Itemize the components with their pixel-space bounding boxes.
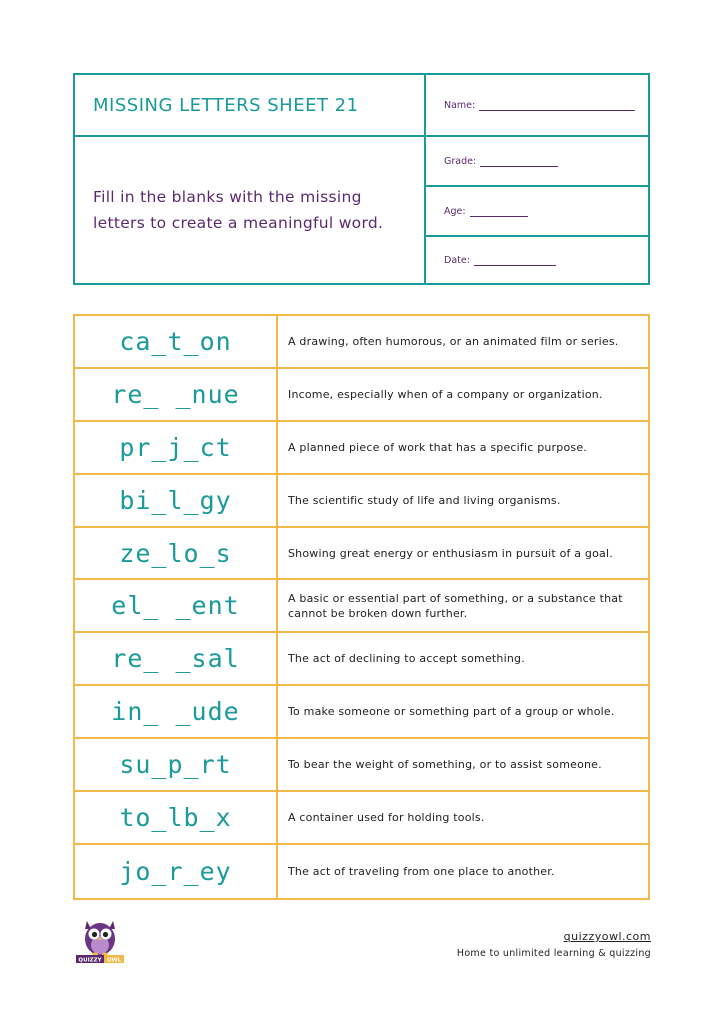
missing-letters-word[interactable]: ze_lo_s: [75, 528, 278, 579]
date-label: Date:: [444, 254, 470, 266]
word-definition: The act of declining to accept something.: [288, 652, 525, 666]
missing-letters-word[interactable]: re_ _sal: [75, 633, 278, 684]
grade-label: Grade:: [444, 155, 477, 167]
missing-letters-word[interactable]: jo_r_ey: [75, 845, 278, 898]
table-row: [75, 845, 648, 898]
logo-text-left: QUIZZY: [78, 957, 102, 964]
table-row: [75, 686, 648, 739]
header-left: [75, 75, 426, 283]
word-definition: Income, especially when of a company or organization.: [288, 387, 603, 401]
sheet-title: MISSING LETTERS SHEET 21: [75, 75, 424, 137]
table-row: [75, 422, 648, 475]
word-table: [73, 314, 650, 900]
missing-letters-word[interactable]: in_ _ude: [75, 686, 278, 737]
missing-letters-word[interactable]: su_p_rt: [75, 739, 278, 790]
logo-text-right: OWL: [106, 957, 122, 964]
table-row: [75, 739, 648, 792]
header-fields: [426, 75, 648, 283]
grade-blank[interactable]: [480, 156, 558, 167]
word-definition: A basic or essential part of something, or a substance that cannot be broken down further.: [288, 591, 623, 620]
age-blank[interactable]: [470, 206, 528, 217]
header-box: [73, 73, 650, 285]
table-row: [75, 633, 648, 686]
missing-letters-word[interactable]: to_lb_x: [75, 792, 278, 843]
grade-field[interactable]: [426, 137, 648, 187]
word-definition: A planned piece of work that has a specific purpose.: [288, 440, 587, 454]
word-definition: A drawing, often humorous, or an animated film or series.: [288, 334, 619, 348]
word-definition: To bear the weight of something, or to assist someone.: [288, 758, 602, 772]
tagline: Home to unlimited learning & quizzing: [456, 948, 651, 959]
table-row: [75, 369, 648, 422]
table-row: [75, 580, 648, 633]
word-definition: The act of traveling from one place to another.: [288, 864, 555, 878]
word-definition: Showing great energy or enthusiasm in pursuit of a goal.: [288, 546, 613, 560]
name-blank[interactable]: [479, 100, 635, 111]
table-row: [75, 316, 648, 369]
missing-letters-word[interactable]: ca_t_on: [75, 316, 278, 367]
table-row: [75, 475, 648, 528]
name-field[interactable]: [426, 75, 648, 137]
age-field[interactable]: [426, 187, 648, 237]
owl-icon: [75, 915, 125, 965]
word-definition: The scientific study of life and living organisms.: [288, 493, 561, 507]
date-field[interactable]: [426, 237, 648, 283]
missing-letters-word[interactable]: re_ _nue: [75, 369, 278, 420]
missing-letters-word[interactable]: el_ _ent: [75, 580, 278, 631]
site-link[interactable]: quizzyowl.com: [563, 930, 651, 943]
instructions: Fill in the blanks with the missing letters to create a meaningful word.: [93, 188, 384, 232]
word-definition: To make someone or something part of a group or whole.: [288, 705, 615, 719]
name-label: Name:: [444, 99, 476, 111]
missing-letters-word[interactable]: bi_l_gy: [75, 475, 278, 526]
date-blank[interactable]: [474, 255, 556, 266]
missing-letters-word[interactable]: pr_j_ct: [75, 422, 278, 473]
age-label: Age:: [444, 205, 466, 217]
word-definition: A container used for holding tools.: [288, 810, 485, 824]
table-row: [75, 792, 648, 845]
table-row: [75, 528, 648, 581]
quizzyowl-logo[interactable]: [75, 915, 125, 965]
